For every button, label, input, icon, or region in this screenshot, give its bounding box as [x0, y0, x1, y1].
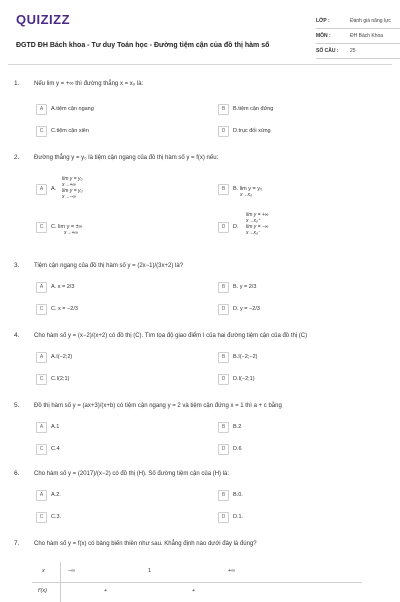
option-text: B. y = 2/3: [233, 284, 257, 290]
option-text: D.6: [233, 446, 242, 452]
option-letter: C: [36, 126, 47, 137]
variation-table: [32, 562, 362, 602]
option-text: B.0.: [233, 492, 243, 498]
math-line: x→+∞: [64, 230, 78, 236]
question-number: 6.: [14, 470, 20, 477]
meta-value: Đánh giá năng lực: [350, 18, 391, 24]
math-line: x→x₀⁻: [246, 230, 261, 236]
table-divider-horizontal: [32, 582, 362, 583]
option-letter: D: [218, 444, 229, 455]
option-letter: B: [218, 104, 229, 115]
question-number: 7.: [14, 540, 20, 547]
math-line: x→x₀⁺: [246, 218, 261, 224]
option-text: A.2.: [51, 492, 61, 498]
question-text: Đồ thị hàm số y = (ax+3)/(x+b) có tiệm cận ngang y = 2 và tiệm cận đứng x = 1 thì a + c bằng: [34, 403, 282, 409]
option-letter: D: [218, 126, 229, 137]
option-text: C. x = −2/3: [51, 306, 78, 312]
meta-key: MÔN :: [316, 33, 331, 39]
meta-value: 25: [350, 48, 356, 54]
table-cell: −∞: [68, 568, 76, 574]
question-text: Đường thẳng y = y₀ là tiệm cận ngang của đồ thị hàm số y = f(x) nếu:: [34, 155, 219, 161]
option-letter: A: [36, 490, 47, 501]
option-text: A.I(−2;2): [51, 354, 73, 360]
option-letter: A: [36, 282, 47, 293]
option-letter: B: [218, 352, 229, 363]
document-title: ĐGTD ĐH Bách khoa - Tư duy Toán học - Đường tiệm cận của đồ thị hàm số: [16, 42, 270, 49]
meta-key: SỐ CÂU :: [316, 48, 339, 54]
meta-row-count: [316, 44, 400, 59]
math-line: lim y = y₀: [62, 188, 83, 194]
math-line: x→−∞: [62, 194, 76, 200]
option-text: A.: [51, 186, 57, 192]
option-letter: A: [36, 104, 47, 115]
option-letter: C: [36, 304, 47, 315]
header: [16, 12, 391, 60]
option-letter: D: [218, 374, 229, 385]
option-text: C.3.: [51, 514, 62, 520]
math-line: x→x₀: [240, 192, 253, 198]
meta-row-subject: [316, 29, 400, 44]
option-letter: B: [218, 422, 229, 433]
meta-value: ĐH Bách Khoa: [350, 33, 384, 39]
question-number: 4.: [14, 332, 20, 339]
option-a-math: [62, 176, 83, 200]
option-letter: D: [218, 304, 229, 315]
option-text: D. y = −2/3: [233, 306, 260, 312]
option-text: D.I(−2;1): [233, 376, 255, 382]
option-d-math: [246, 212, 268, 236]
meta-key: LỚP :: [316, 18, 330, 24]
option-text: B.I(−2;−2): [233, 354, 258, 360]
quizizz-logo: QUIZIZZ: [16, 12, 71, 27]
header-divider: [8, 64, 392, 65]
meta-row-class: [316, 14, 400, 29]
question-number: 3.: [14, 262, 20, 269]
math-line: lim y = −∞: [246, 224, 269, 230]
table-header-fprime: f′(x): [38, 588, 47, 594]
question-text: Cho hàm số y = (x−2)/(x+2) có đồ thị (C). Tìm tọa độ giao điểm I của hai đường tiệm cận của đồ thị (C): [34, 333, 308, 339]
option-letter: C: [36, 512, 47, 523]
option-c-math: [64, 230, 78, 236]
question-number: 2.: [14, 154, 20, 161]
option-text: A. x = 2/3: [51, 284, 75, 290]
table-cell: 1: [148, 568, 152, 574]
option-text: D.: [233, 224, 239, 230]
math-line: lim y = +∞: [246, 212, 269, 218]
option-text: C.I(2;1): [51, 376, 70, 382]
option-letter: B: [218, 184, 229, 195]
table-cell: +∞: [228, 568, 236, 574]
table-cell: +: [192, 588, 196, 594]
question-text: Tiệm cận ngang của đồ thị hàm số y = (2x−1)/(3x+2) là?: [34, 263, 184, 269]
option-text: B.2: [233, 424, 242, 430]
question-number: 5.: [14, 402, 20, 409]
option-letter: A: [36, 422, 47, 433]
option-text: C.4: [51, 446, 60, 452]
option-text: A.1: [51, 424, 60, 430]
meta-panel: [316, 14, 400, 59]
option-letter: C: [36, 222, 47, 233]
table-cell: +: [104, 588, 108, 594]
question-number: 1.: [14, 80, 20, 87]
question-text: Cho hàm số y = f(x) có bảng biến thiên như sau. Khẳng định nào dưới đây là đúng?: [34, 541, 257, 547]
option-text: D.1.: [233, 514, 244, 520]
option-text: B. lim y = y₀: [233, 186, 263, 192]
math-line: lim y = y₀: [62, 176, 83, 182]
option-text: C.tiệm cận xiên: [51, 128, 89, 134]
option-letter: B: [218, 490, 229, 501]
option-text: A.tiệm cận ngang: [51, 106, 94, 112]
option-letter: A: [36, 352, 47, 363]
option-letter: B: [218, 282, 229, 293]
option-letter: C: [36, 444, 47, 455]
question-text: Nếu lim y = +∞ thì đường thẳng x = x₀ là:: [34, 81, 144, 87]
option-letter: D: [218, 512, 229, 523]
option-letter: C: [36, 374, 47, 385]
question-text: Cho hàm số y = (2017)/(x−2) có đồ thị (H). Số đường tiệm cận của (H) là:: [34, 471, 230, 477]
math-line: x→+∞: [62, 182, 76, 188]
option-letter: D: [218, 222, 229, 233]
table-header-x: x: [42, 568, 45, 574]
option-text: C. lim y = ±∞: [51, 224, 83, 230]
option-text: B.tiệm cận đứng: [233, 106, 274, 112]
option-letter: A: [36, 184, 47, 195]
option-b-math: [240, 192, 252, 198]
option-text: D.trục đối xứng: [233, 128, 271, 134]
